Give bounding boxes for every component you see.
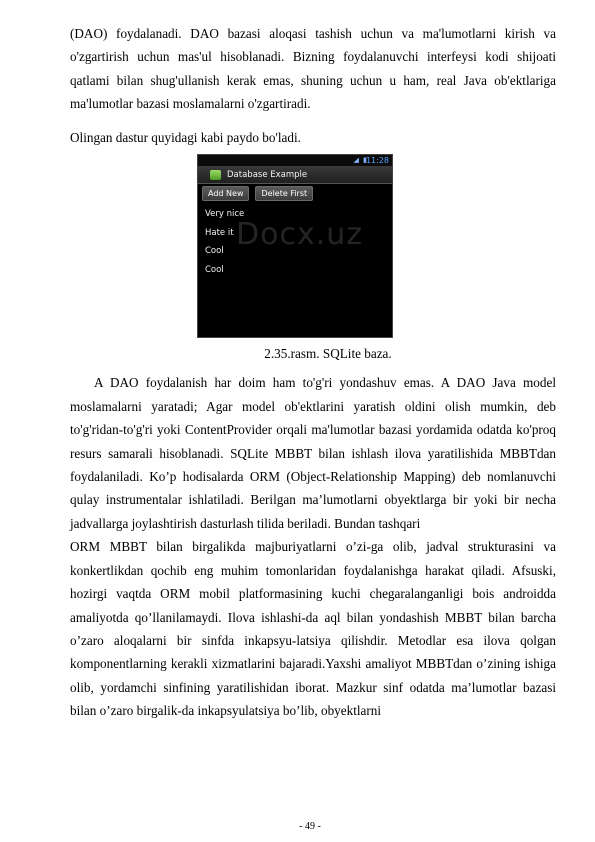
android-screenshot [197, 154, 393, 338]
watermark: Docx.uz [236, 217, 363, 253]
list-item[interactable]: Hate it [205, 227, 234, 238]
add-new-button[interactable]: Add New [202, 186, 249, 201]
paragraph-program-output: Olingan dastur quyidagi kabi paydo bo'ladi. [70, 129, 301, 145]
figure-caption: 2.35.rasm. SQLite baza. [264, 346, 392, 362]
page-number: - 49 - [299, 821, 321, 832]
button-row [198, 184, 392, 205]
app-title-bar [198, 166, 392, 184]
status-bar [198, 155, 392, 166]
paragraph-dao-intro: (DAO) foydalanadi. DAO bazasi aloqasi tashish uchun va ma'lumotlarni kirish va o'zgartirish uchun mas'ul hisoblanadi. Bizning foydalanuvchi interfeysi kodi shijoati qatlami bilan shug'ullanish kerak emas, shuning uchun u ham, real Java ob'ektlariga ma'lumotlar bazasi moslamalarni o'zgartiradi. [70, 26, 556, 112]
app-title: Database Example [227, 169, 308, 180]
list-item[interactable]: Cool [205, 264, 224, 275]
list-item[interactable]: Very nice [205, 209, 245, 220]
app-icon [210, 170, 221, 180]
figure-container [70, 154, 556, 340]
paragraph-dao-approach: A DAO foydalanish har doim ham to'g'ri yondashuv emas. A DAO Java model moslamalarni yaratadi; Agar model ob'ektlarini yaratish oldini olish mumkin, deb to'g'ridan-to'g'ri yoki ContentProvider orqali ma'lumotlar bazasi yordamida odatda ko'proq resurs samarali hisoblanadi. SQLite MBBT bilan ishlash ilova yaratilishida MBBTdan foydalaniladi. Ko’p hodisalarda ORM (Object-Relationship Mapping) deb nomlanuvchi qulay instrumentalar ishlatiladi. Berilgan ma’lumotlarni obyektlarga bir yoki bir necha jadvallarga joylashtirish dasturlash tilida beriladi. Bundan tashqari [70, 375, 556, 531]
paragraph-orm: ORM MBBT bilan birgalikda majburiyatlarni o’zi-ga olib, jadval strukturasini va konkertlikdan qochib eng muhim tomonlaridan foydalanishga harakat qiladi. Afsuski, hozirgi vaqtda ORM mobil platformasining kuchi chegaralanganligi bois androidda amaliyotda qo’llanilamaydi. Ilova ishlashi-da aql bilan yondashish MBBT bilan barcha o’zaro aloqalarni bir sinfda inkapsyu-latsiya qilishdir. Metodlar esa ilova qolgan komponentlarning kerakli xizmatlarini bajaradi.Yaxshi amaliyot MBBTdan o’zining ishiga olib, yordamchi sinfining yaratilishidan iborat. Mazkur sinf odatda ma’lumotlar bazasi bilan o’zaro birgalik-da inkapsyulatsiya bo’lib, obyektlarni [70, 539, 556, 719]
document-page [70, 22, 556, 723]
status-time: 11:28 [365, 156, 389, 166]
signal-battery-icon: ◢ ▮ [353, 156, 368, 165]
list-item[interactable]: Cool [205, 246, 224, 257]
delete-first-button[interactable]: Delete First [255, 186, 313, 201]
